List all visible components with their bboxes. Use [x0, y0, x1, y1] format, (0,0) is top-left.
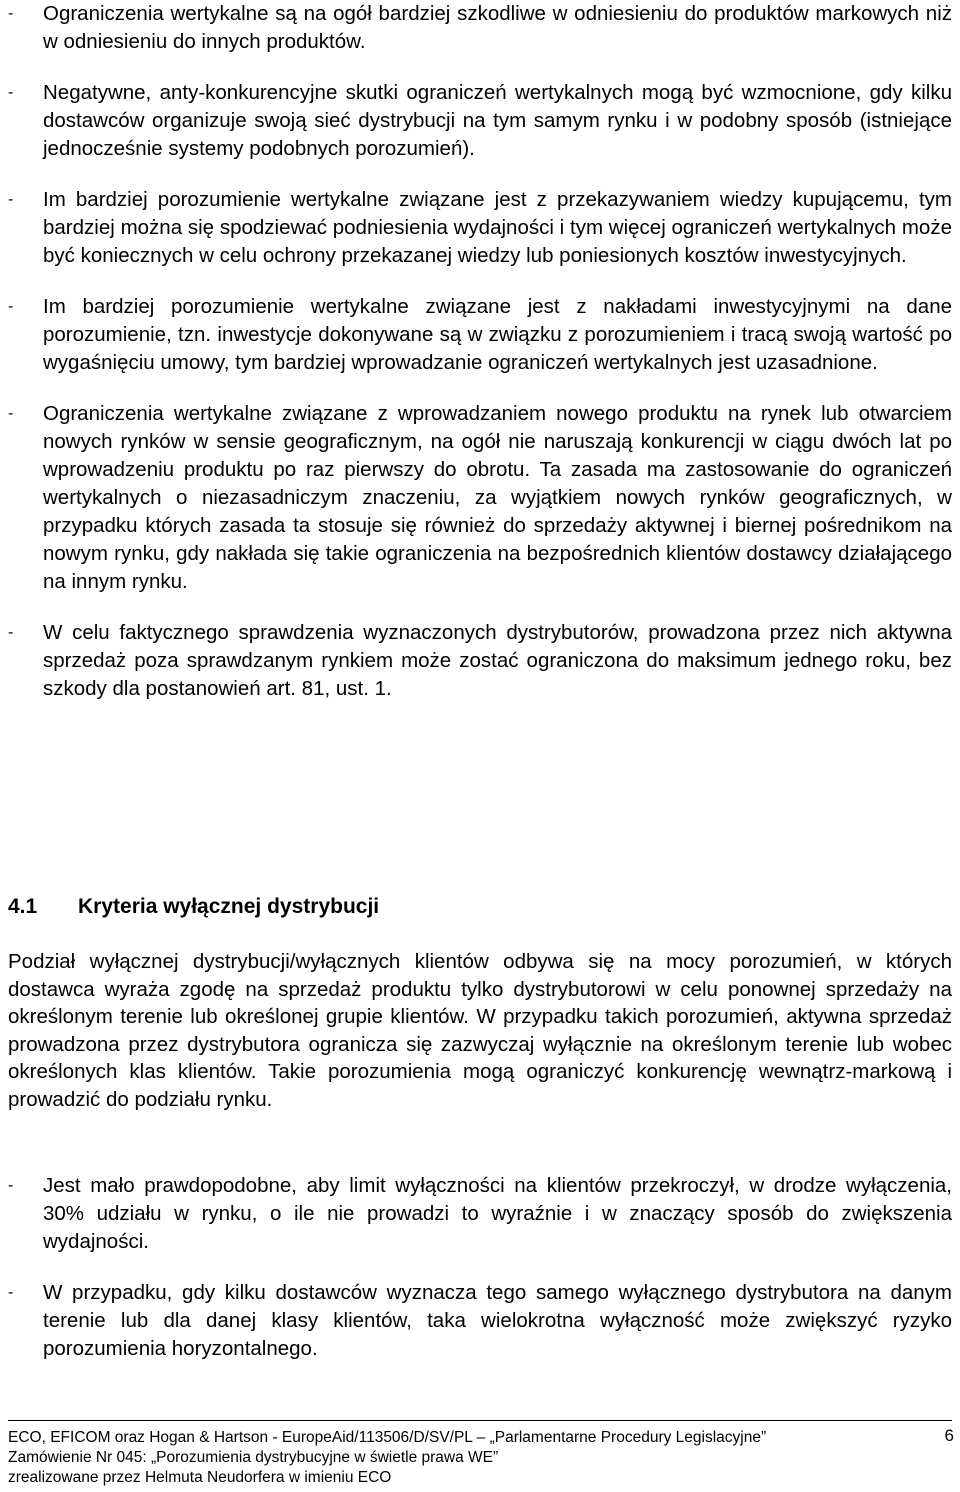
- bullet-item: [8, 1279, 952, 1363]
- bullet-text: Ograniczenia wertykalne związane z wprowadzaniem nowego produktu na rynek lub otwarciem nowych rynków w sensie geograficznym, na ogół nie naruszają konkurencji w ciągu dwóch lat po wprowadzeniu produktu po raz pierwszy do obrotu. Ta zasada ma zastosowanie do ograniczeń wertykalnych o niezasadniczym znaczeniu, za wyjątkiem nowych rynków geograficznych, w przypadku których zasada ta stosuje się również do sprzedaży aktywnej i biernej pośrednikom na nowym rynku, gdy nakłada się takie ograniczenia na bezpośrednich klientów dostawcy działającego na innym rynku.: [43, 402, 952, 593]
- bullet-item: [8, 186, 952, 270]
- page-number: 6: [944, 1426, 954, 1445]
- footer-line-1: ECO, EFICOM oraz Hogan & Hartson - EuropeAid/113506/D/SV/PL – „Parlamentarne Procedury Legislacyjne”: [8, 1429, 767, 1446]
- bullet-marker: -: [8, 298, 14, 315]
- section-number: 4.1: [8, 895, 38, 918]
- bullet-item: [8, 79, 952, 163]
- bullet-text: W przypadku, gdy kilku dostawców wyznacza tego samego wyłącznego dystrybutora na danym terenie lub dla danej klasy klientów, taka wielokrotna wyłączność może zwiększyć ryzyko porozumienia horyzontalnego.: [43, 1281, 952, 1360]
- bullet-marker: -: [8, 1177, 14, 1194]
- section-heading: [8, 893, 379, 921]
- bullet-text: Ograniczenia wertykalne są na ogół bardziej szkodliwe w odniesieniu do produktów markowych niż w odniesieniu do innych produktów.: [43, 2, 952, 53]
- bullet-list-top: [8, 0, 952, 726]
- footer-line-3: zrealizowane przez Helmuta Neudorfera w imieniu ECO: [8, 1469, 392, 1486]
- section-title: Kryteria wyłącznej dystrybucji: [78, 895, 380, 918]
- bullet-text: W celu faktycznego sprawdzenia wyznaczonych dystrybutorów, prowadzona przez nich aktywna sprzedaż poza sprawdzanym rynkiem może zostać ograniczona do maksimum jednego roku, bez szkody dla postanowień art. 81, ust. 1.: [43, 621, 952, 700]
- bullet-marker: -: [8, 1284, 14, 1301]
- bullet-text: Im bardziej porozumienie wertykalne związane jest z nakładami inwestycyjnymi na dane porozumienie, tzn. inwestycje dokonywane są w związku z porozumieniem i tracą swoją wartość po wygaśnięciu umowy, tym bardziej wprowadzanie ograniczeń wertykalnych jest uzasadnione.: [43, 295, 952, 374]
- bullet-marker: -: [8, 624, 14, 641]
- bullet-item: [8, 293, 952, 377]
- bullet-marker: -: [8, 5, 14, 22]
- bullet-list-bottom: [8, 1172, 952, 1386]
- page-footer: [8, 1420, 952, 1488]
- footer-line-2: Zamówienie Nr 045: „Porozumienia dystrybucyjne w świetle prawa WE”: [8, 1449, 499, 1466]
- bullet-text: Im bardziej porozumienie wertykalne związane jest z przekazywaniem wiedzy kupującemu, tym bardziej można się spodziewać podniesienia wydajności i tym więcej ograniczeń wertykalnych może być koniecznych w celu ochrony przekazanej wiedzy lub poniesionych kosztów inwestycyjnych.: [43, 188, 952, 267]
- bullet-marker: -: [8, 405, 14, 422]
- bullet-item: [8, 1172, 952, 1256]
- bullet-item: [8, 400, 952, 596]
- bullet-item: [8, 0, 952, 56]
- bullet-item: [8, 619, 952, 703]
- bullet-marker: -: [8, 84, 14, 101]
- intro-paragraph: Podział wyłącznej dystrybucji/wyłącznych klientów odbywa się na mocy porozumień, w których dostawca wyraża zgodę na sprzedaż produktu tylko dystrybutorowi w celu ponownej sprzedaży na określonym terenie lub określonej grupie klientów. W przypadku takich porozumień, aktywna sprzedaż prowadzona przez dystrybutora ogranicza się zazwyczaj wyłącznie na określonym terenie lub wobec określonych klas klientów. Takie porozumienia mogą ograniczyć konkurencję wewnątrz-markową i prowadzić do podziału rynku.: [8, 950, 952, 1111]
- bullet-text: Jest mało prawdopodobne, aby limit wyłączności na klientów przekroczył, w drodze wyłączenia, 30% udziału w rynku, o ile nie prowadzi to wyraźnie i w znaczący sposób do zwiększenia wydajności.: [43, 1174, 952, 1253]
- bullet-marker: -: [8, 191, 14, 208]
- bullet-text: Negatywne, anty-konkurencyjne skutki ograniczeń wertykalnych mogą być wzmocnione, gdy kilku dostawców organizuje swoją sieć dystrybucji na tym samym rynku i w podobny sposób (istniejące jednocześnie systemy podobnych porozumień).: [43, 81, 952, 160]
